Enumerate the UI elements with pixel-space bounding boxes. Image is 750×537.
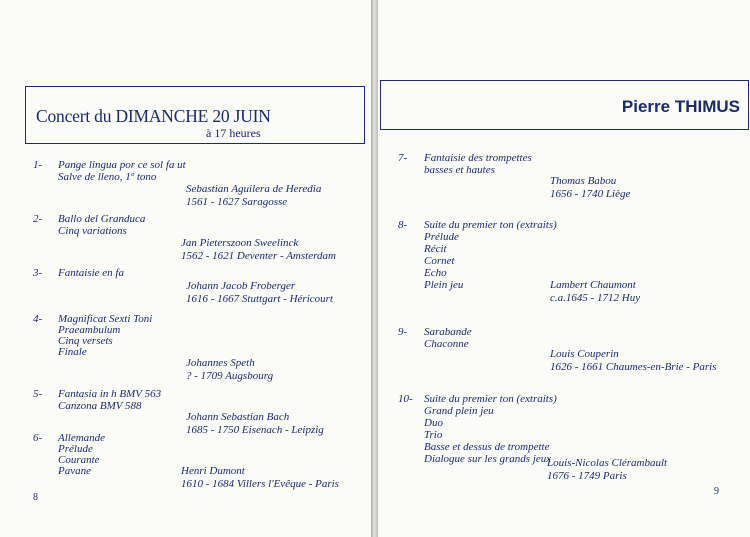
composer-name: Louis Couperin [550,348,619,360]
right-page [378,0,750,537]
concert-time: à 17 heures [206,126,261,140]
composer-name: Johann Sebastian Bach [186,411,290,423]
composer-name: Sebastian Aguilera de Heredia [186,183,322,195]
composer-name: Thomas Babou [550,175,617,187]
composer-name: Louis-Nicolas Clérambault [547,457,668,469]
item-number: 2- [33,213,43,225]
piece-title: Canzona BMV 588 [58,400,142,412]
piece-title: Salve de lleno, 1º tono [58,171,157,183]
piece-title: Cornet [424,255,455,267]
piece-title: Cinq versets [58,335,113,347]
piece-title: Pange lingua por ce sol fa ut [58,159,186,171]
piece-title: Cinq variations [58,225,127,237]
item-number: 4- [33,313,43,325]
piece-title: Trio [424,429,443,441]
piece-title: Prélude [424,231,459,243]
left-page [0,0,371,537]
piece-title: Chaconne [424,338,469,350]
composer-name: Henri Dumont [181,465,245,477]
item-number: 8- [398,219,408,231]
page-number: 8 [33,492,38,503]
piece-title: Finale [58,346,87,358]
piece-title: Fantasia in h BMV 563 [58,388,162,400]
piece-title: Basse et dessus de trompette [424,441,550,453]
composer-dates: 1616 - 1667 Stuttgart - Héricourt [186,292,333,305]
piece-title: Dialogue sur les grands jeux [424,453,552,465]
composer-dates: 1610 - 1684 Villers l'Evêque - Paris [181,477,339,490]
piece-title: Grand plein jeu [424,405,494,417]
item-number: 5- [33,388,43,400]
item-number: 9- [398,326,408,338]
piece-title: Récit [424,243,447,255]
piece-title: Courante [58,454,100,466]
concert-header-box [25,86,365,144]
composer-dates: c.a.1645 - 1712 Huy [550,291,641,304]
piece-title: basses et hautes [424,164,495,176]
piece-title: Fantaisie en fa [58,267,124,279]
piece-title: Prélude [58,443,93,455]
performer-name: Pierre THIMUS [621,97,740,116]
item-number: 10- [398,393,413,405]
piece-title: Echo [424,267,447,279]
piece-title: Fantaisie des trompettes [424,152,532,164]
composer-dates: 1562 - 1621 Deventer - Amsterdam [181,249,336,262]
item-number: 1- [33,159,43,171]
piece-title: Allemande [58,432,106,444]
performer-header-box [380,80,749,130]
piece-title: Suite du premier ton (extraits) [424,393,557,405]
page-number: 9 [714,486,719,497]
composer-dates: 1656 - 1740 Liège [550,187,631,200]
piece-title: Suite du premier ton (extraits) [424,219,557,231]
item-number: 3- [33,267,43,279]
concert-title: Concert du DIMANCHE 20 JUIN [36,106,271,126]
composer-name: Jan Pieterszoon Sweelinck [181,237,299,249]
piece-title: Praeambulum [58,324,121,336]
piece-title: Duo [424,417,443,429]
composer-dates: 1676 - 1749 Paris [547,469,627,482]
composer-dates: 1685 - 1750 Eisenach - Leipzig [186,423,324,436]
composer-name: Lambert Chaumont [550,279,636,291]
composer-dates: 1561 - 1627 Saragosse [186,195,288,208]
item-number: 7- [398,152,408,164]
composer-name: Johannes Speth [186,357,255,369]
composer-dates: 1626 - 1661 Chaumes-en-Brie - Paris [550,360,717,373]
piece-title: Pavane [58,465,91,477]
composer-name: Johann Jacob Froberger [186,280,296,292]
book-gutter [371,0,378,537]
piece-title: Plein jeu [424,279,464,291]
piece-title: Sarabande [424,326,472,338]
piece-title: Ballo del Granduca [58,213,146,225]
item-number: 6- [33,432,43,444]
composer-dates: ? - 1709 Augsbourg [186,369,274,382]
piece-title: Magnificat Sexti Toni [58,313,153,325]
